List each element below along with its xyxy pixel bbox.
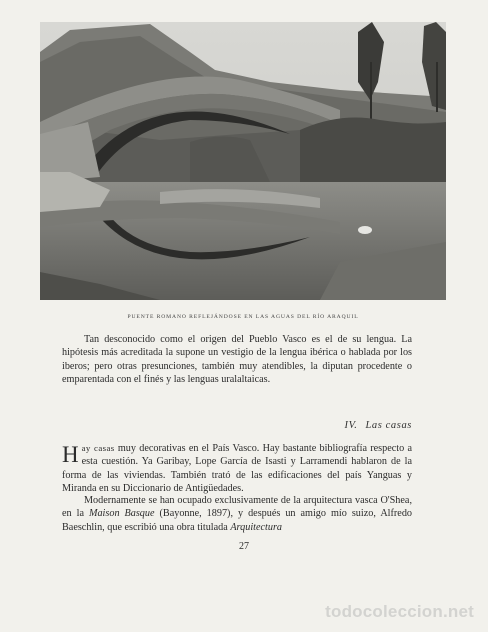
page-number: 27 — [239, 541, 249, 552]
watermark-logo: todocoleccion.net — [325, 602, 474, 621]
section-heading — [344, 420, 412, 431]
bridge-illustration — [40, 22, 446, 300]
book-title-maison: Maison Basque — [88, 508, 155, 520]
paragraph-houses — [62, 442, 412, 496]
bridge-photo — [40, 22, 446, 300]
book-title-arquitectura: Arquitectura — [230, 521, 283, 533]
photo-caption: PUENTE ROMANO REFLEJÁNDOSE EN LAS AGUAS DEL RÍO ARAQUIL — [127, 314, 359, 320]
paragraph-modern-part1: Modernamente se han ocupado exclusivamente de la arquitectura vasca O'Shea, en la — [62, 495, 412, 520]
lead-smallcaps: ay casas — [81, 443, 115, 453]
drop-cap: H — [62, 442, 79, 467]
paragraph-language: Tan desconocido como el origen del Pueblo Vasco es el de su lengua. La hipótesis más acreditada la supone un vestigio de la lengua ibérica o hablada por los iberos; pero otras presunciones, también muy atendibles, la diputan procedente o emparentada con el finés y las lenguas uralaltaicas. — [62, 334, 412, 386]
paragraph-modern — [62, 494, 412, 534]
paragraph-houses-text: muy decorativas en el País Vasco. Hay bastante bibliografía respecto a esta cuestión. Ya Garibay, Lope García de Isasti y Larramendi hablaron de la forma de las viviendas. También trató de las edificaciones del país Yanguas y Miranda en su Diccionario de Antigüedades. — [62, 443, 412, 495]
paragraph-modern-part2: (Bayonne, 1897), y después un amigo mío suizo, Alfredo Baeschlin, que escribió una obra titulada — [62, 508, 413, 533]
section-number: IV. — [344, 420, 358, 431]
section-title: Las casas — [365, 420, 412, 431]
